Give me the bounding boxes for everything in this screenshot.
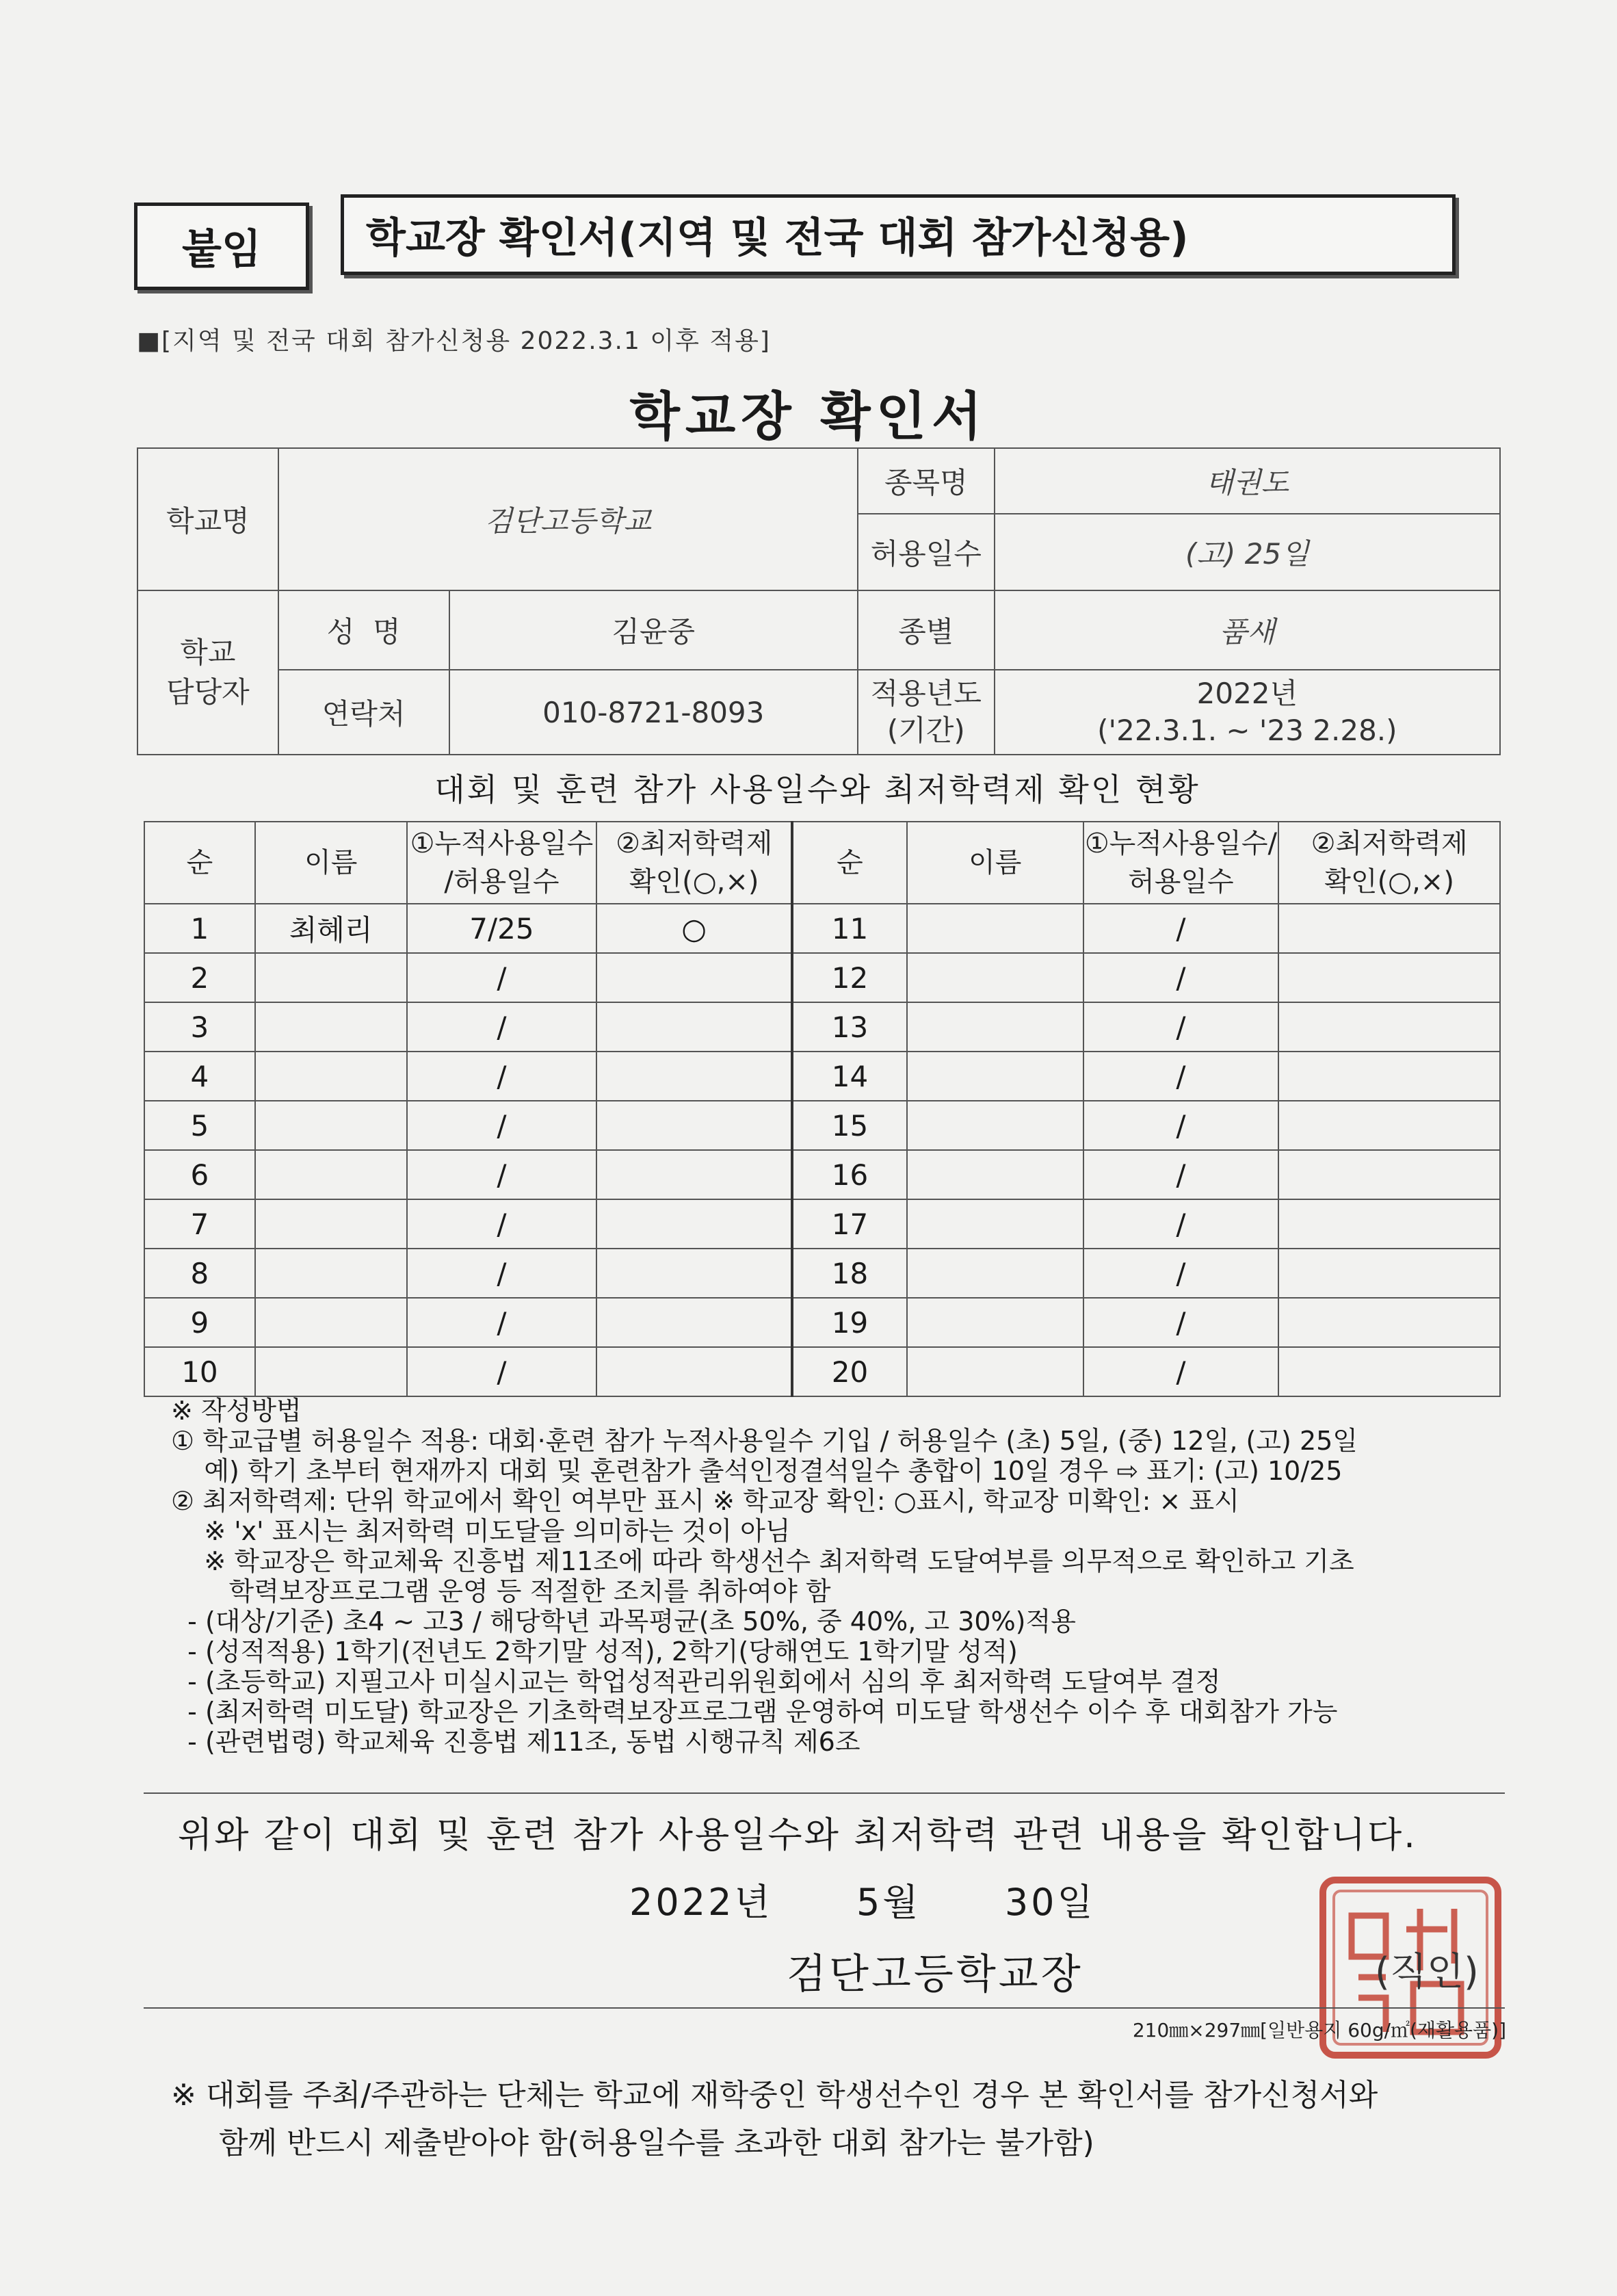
header-name-right: 이름 [907,822,1083,904]
method-line: 예) 학기 초부터 현재까지 대회 및 훈련참가 출석인정결석일수 총합이 10일 경우 ⇨ 표기: (고) 10/25 [171,1456,1343,1486]
method-line: ※ 'x' 표시는 최저학력 미도달을 의미하는 것이 아님 [171,1516,791,1546]
method-line: ※ 학교장은 학교체육 진흥법 제11조에 따라 학생선수 최저학력 도달여부를 의무적으로 확인하고 기초 [171,1546,1354,1576]
cell-r-no: 17 [792,1199,907,1249]
cell-l-check [596,1298,792,1347]
cell-r-days: / [1083,1002,1279,1052]
header-no-left: 순 [144,822,255,904]
cell-l-days: / [407,953,597,1002]
cell-l-check [596,1249,792,1298]
name-value: 김윤중 [449,590,858,670]
cell-r-check [1278,1002,1500,1052]
table-row [144,1249,1500,1298]
method-line: - (대상/기준) 초4 ~ 고3 / 해당학년 과목평균(초 50%, 중 40%, 고 30%)적용 [171,1606,1076,1636]
cell-l-check [596,1002,792,1052]
table-row [144,1101,1500,1150]
cell-l-days: / [407,1052,597,1101]
cell-r-no: 20 [792,1347,907,1396]
date-day: 30일 [1004,1881,1096,1924]
date-year: 2022년 [629,1881,773,1924]
cell-l-name [255,953,407,1002]
cell-l-days: / [407,1199,597,1249]
header-cumulative-right: ①누적사용일수/ 허용일수 [1083,822,1279,904]
contact-label: 연락처 [278,670,449,755]
cell-l-days: / [407,1347,597,1396]
cell-l-days: / [407,1150,597,1199]
cell-r-days: / [1083,1101,1279,1150]
cell-r-days: / [1083,1052,1279,1101]
date-month: 5월 [856,1881,921,1924]
method-line: ② 최저학력제: 단위 학교에서 확인 여부만 표시 ※ 학교장 확인: ○표시, 학교장 미확인: × 표시 [171,1486,1239,1516]
cell-l-days: / [407,1002,597,1052]
cell-r-no: 19 [792,1298,907,1347]
notice-line-2: 함께 반드시 제출받아야 함(허용일수를 초과한 대회 참가는 불가함) [219,2126,1094,2161]
cell-r-days: / [1083,1298,1279,1347]
applicability-note: ■[지역 및 전국 대회 참가신청용 2022.3.1 이후 적용] [137,327,771,355]
cell-r-name [907,1052,1083,1101]
cell-r-no: 12 [792,953,907,1002]
cell-l-name [255,1298,407,1347]
cell-l-name: 최혜리 [255,904,407,953]
table-row [144,1002,1500,1052]
cell-r-days: / [1083,1347,1279,1396]
period-label: 적용년도 (기간) [858,670,995,755]
cell-l-check [596,1052,792,1101]
cell-l-no: 9 [144,1298,255,1347]
cell-l-no: 5 [144,1101,255,1150]
table-row [144,953,1500,1002]
cell-l-no: 3 [144,1002,255,1052]
header-no-right: 순 [792,822,907,904]
cell-l-no: 2 [144,953,255,1002]
header-name-left: 이름 [255,822,407,904]
period-year: 2022년 [1196,677,1298,710]
notice-line-1: ※ 대회를 주최/주관하는 단체는 학교에 재학중인 학생선수인 경우 본 확인서를 참가신청서와 [171,2078,1378,2113]
cell-r-name [907,904,1083,953]
issue-date [629,1873,1096,1926]
info-table [137,447,1501,755]
cell-l-no: 8 [144,1249,255,1298]
cell-r-no: 14 [792,1052,907,1101]
cell-r-name [907,1150,1083,1199]
cell-r-no: 13 [792,1002,907,1052]
staff-label: 학교 담당자 [137,590,278,755]
cell-l-name [255,1052,407,1101]
method-line: 학력보장프로그램 운영 등 적절한 조치를 취하여야 함 [171,1576,831,1606]
table-row [144,1298,1500,1347]
cell-l-no: 4 [144,1052,255,1101]
cell-r-days: / [1083,1249,1279,1298]
allowed-days-label: 허용일수 [858,514,995,590]
cell-l-check [596,1347,792,1396]
cell-r-name [907,953,1083,1002]
submission-notice [171,2072,1378,2167]
document-title: 학교장 확인서 [629,386,988,447]
cell-l-days: / [407,1249,597,1298]
cell-r-check [1278,904,1500,953]
cell-l-days: / [407,1298,597,1347]
sport-value: 태권도 [995,448,1500,514]
cell-l-no: 6 [144,1150,255,1199]
cell-l-no: 1 [144,904,255,953]
cell-l-no: 7 [144,1199,255,1249]
allowed-days-value: (고) 25일 [995,514,1500,590]
period-value [995,670,1500,755]
paper-spec: 210㎜×297㎜[일반용지 60g/㎡(재활용품)] [1132,2019,1506,2041]
cell-l-days: 7/25 [407,904,597,953]
cell-l-name [255,1150,407,1199]
school-label: 학교명 [137,448,278,590]
cell-r-no: 18 [792,1249,907,1298]
status-section-title: 대회 및 훈련 참가 사용일수와 최저학력제 확인 현황 [434,771,1200,808]
table-row [144,1150,1500,1199]
cell-r-check [1278,1101,1500,1150]
cell-r-days: / [1083,953,1279,1002]
cell-r-check [1278,1199,1500,1249]
method-line: - (최저학력 미도달) 학교장은 기초학력보장프로그램 운영하여 미도달 학생선수 이수 후 대회참가 가능 [171,1697,1338,1727]
cell-l-name [255,1101,407,1150]
cell-r-name [907,1249,1083,1298]
cell-r-name [907,1101,1083,1150]
confirmation-statement: 위와 같이 대회 및 훈련 참가 사용일수와 최저학력 관련 내용을 확인합니다. [178,1815,1417,1856]
form-title: 학교장 확인서(지역 및 전국 대회 참가신청용) [341,194,1456,275]
method-line: - (관련법령) 학교체육 진흥법 제11조, 동법 시행규칙 제6조 [171,1727,860,1757]
category-value: 품새 [995,590,1500,670]
header-minimum-left: ②최저학력제 확인(○,×) [596,822,792,904]
cell-r-days: / [1083,1199,1279,1249]
cell-l-name [255,1199,407,1249]
period-range: ('22.3.1. ~ '23 2.28.) [1097,714,1397,747]
category-label: 종별 [858,590,995,670]
header-minimum-right: ②최저학력제 확인(○,×) [1278,822,1500,904]
method-line: - (성적적용) 1학기(전년도 2학기말 성적), 2학기(당해연도 1학기말 성적) [171,1636,1018,1667]
table-row [144,904,1500,953]
seal-label: (직인) [1375,1950,1479,1994]
contact-value: 010-8721-8093 [449,670,858,755]
method-line: ① 학교급별 허용일수 적용: 대회·훈련 참가 누적사용일수 기입 / 허용일수 (초) 5일, (중) 12일, (고) 25일 [171,1426,1358,1456]
cell-l-check [596,1101,792,1150]
cell-r-check [1278,1052,1500,1101]
sport-label: 종목명 [858,448,995,514]
writing-method [171,1396,1358,1757]
table-row [144,1052,1500,1101]
cell-r-check [1278,1249,1500,1298]
cell-l-name [255,1002,407,1052]
cell-r-check [1278,953,1500,1002]
cell-r-days: / [1083,904,1279,953]
attachment-label: 붙임 [134,203,309,290]
cell-l-check [596,953,792,1002]
cell-r-no: 15 [792,1101,907,1150]
school-value: 검단고등학교 [278,448,858,590]
cell-l-days: / [407,1101,597,1150]
table-row [144,1347,1500,1396]
cell-r-name [907,1347,1083,1396]
cell-l-check [596,1150,792,1199]
cell-r-name [907,1199,1083,1249]
cell-r-check [1278,1347,1500,1396]
table-row [144,1199,1500,1249]
principal-name: 검단고등학교장 [787,1951,1083,1998]
cell-r-check [1278,1150,1500,1199]
cell-l-check [596,1199,792,1249]
cell-l-no: 10 [144,1347,255,1396]
cell-l-name [255,1347,407,1396]
method-title: ※ 작성방법 [171,1396,302,1426]
status-table [144,821,1501,1397]
cell-r-check [1278,1298,1500,1347]
cell-r-days: / [1083,1150,1279,1199]
cell-r-no: 16 [792,1150,907,1199]
cell-r-no: 11 [792,904,907,953]
cell-l-name [255,1249,407,1298]
cell-r-name [907,1298,1083,1347]
divider-top [144,1792,1505,1794]
divider-bottom [144,2007,1505,2009]
header-cumulative-left: ①누적사용일수 /허용일수 [407,822,597,904]
cell-l-check: ○ [596,904,792,953]
name-label: 성 명 [278,590,449,670]
method-line: - (초등학교) 지필고사 미실시교는 학업성적관리위원회에서 심의 후 최저학력 도달여부 결정 [171,1667,1221,1697]
cell-r-name [907,1002,1083,1052]
